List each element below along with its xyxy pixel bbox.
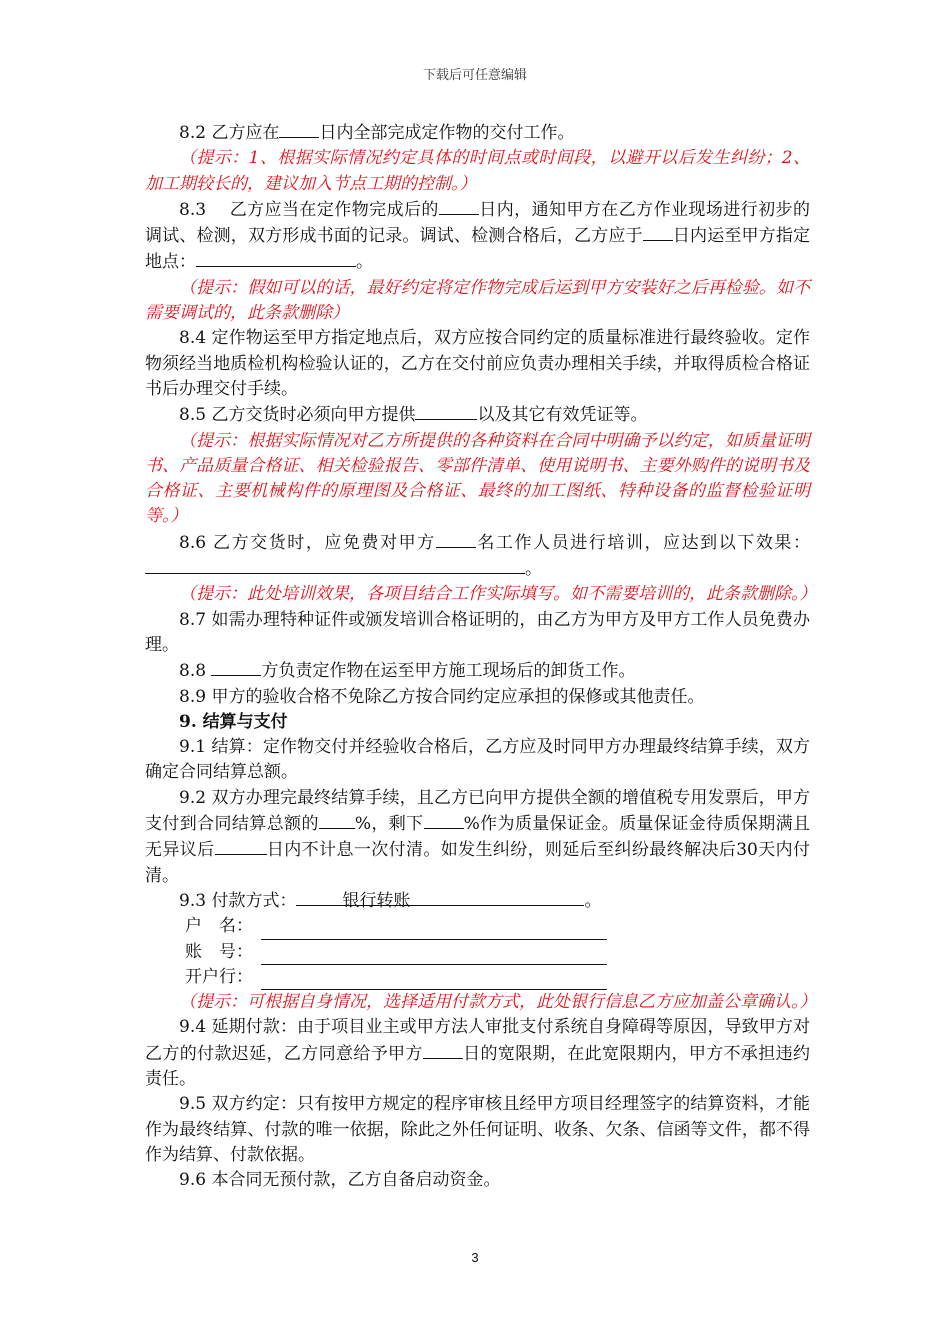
contract-body [145, 120, 817, 1193]
account-name-field[interactable] [261, 921, 607, 940]
clause-9-1: 9.1 结算：定作物交付并经验收合格后，乙方应及时同甲方办理最终结算手续，双方确定合同结算总额。 [145, 737, 810, 783]
account-name-row: 户 名： [145, 914, 810, 939]
clause-9-4: 9.4 延期付款：由于项目业主或甲方法人审批支付系统自身障碍等原因，导致甲方对乙方的付款迟延，乙方同意给予甲方 日的宽限期，在此宽限期内，甲方不承担违约责任。 [145, 1017, 811, 1089]
tip-8-3: （提示：假如可以的话，最好约定将定作物完成后运到甲方安装好之后再检验。如不需要调试的，此条款删除） [145, 277, 810, 324]
blank-field[interactable] [145, 556, 525, 574]
blank-field[interactable] [211, 658, 261, 676]
blank-field[interactable] [643, 223, 673, 241]
page-number: 3 [471, 1250, 479, 1265]
clause-8-2: 8.2 乙方应在 日内全部完成定作物的交付工作。 [145, 120, 810, 146]
clause-8-6: 8.6 乙方交货时，应免费对甲方 名工作人员进行培训，应达到以下效果：。 [145, 530, 810, 583]
account-number-row: 账 号： [145, 940, 810, 965]
account-number-field[interactable] [261, 946, 607, 965]
blank-field[interactable] [423, 1041, 463, 1059]
clause-8-3: 8.3 乙方应当在定作物完成后的 日内，通知甲方在乙方作业现场进行初步的调试、检测，双方形成书面的记录。调试、检测合格后，乙方应于 日内运至甲方指定地点： 。 [145, 197, 810, 276]
clause-8-5: 8.5 乙方交货时必须向甲方提供 以及其它有效凭证等。 [145, 402, 810, 428]
bank-row: 开户行： [145, 965, 810, 990]
blank-field[interactable] [439, 197, 479, 215]
page-header: 下载后可任意编辑 [422, 68, 527, 83]
clause-8-7: 8.7 如需办理特种证件或颁发培训合格证明的，由乙方为甲方及甲方工作人员免费办理。 [145, 609, 810, 655]
blank-field[interactable] [415, 402, 477, 420]
tip-8-2: （提示：1、根据实际情况约定具体的时间点或时间段，以避开以后发生纠纷；2、加工期较长的，建议加入节点工期的控制。） [145, 148, 810, 194]
tip-8-6: （提示：此处培训效果，各项目结合工作实际填写。如不需要培训的，此条款删除。） [179, 584, 817, 605]
blank-field[interactable] [424, 811, 464, 829]
blank-field[interactable] [196, 249, 356, 267]
payment-method-field[interactable]: 银行转账 [296, 889, 584, 906]
bank-field[interactable] [261, 971, 607, 990]
clause-9-6: 9.6 本合同无预付款，乙方自备启动资金。 [179, 1170, 501, 1191]
tip-8-5: （提示：根据实际情况对乙方所提供的各种资料在合同中明确予以约定，如质量证明书、产品质量合格证、相关检验报告、零部件清单、使用说明书、主要外购件的说明书及合格证、主要机械构件的原理图及合格证、最终的加工图纸、特种设备的监督检验证明等。） [145, 430, 810, 527]
clause-8-8: 8.8 方负责定作物在运至甲方施工现场后的卸货工作。 [145, 658, 810, 684]
blank-field[interactable] [319, 811, 355, 829]
clause-9-2: 9.2 双方办理完最终结算手续，且乙方已向甲方提供全额的增值税专用发票后，甲方支付到合同结算总额的 %，剩下 %作为质量保证金。质量保证金待质保期满且无异议后 日内不计息一次付清。如发生纠纷，则延后至纠纷最终解决后30天内付清。 [145, 787, 811, 886]
clause-8-9: 8.9 甲方的验收合格不免除乙方按合同约定应承担的保修或其他责任。 [179, 686, 705, 707]
clause-8-4: 8.4 定作物运至甲方指定地点后，双方应按合同约定的质量标准进行最终验收。定作物须经当地质检机构检验认证的，乙方在交付前应负责办理相关手续，并取得质检合格证书后办理交付手续。 [145, 328, 810, 399]
tip-9-3: （提示：可根据自身情况，选择适用付款方式，此处银行信息乙方应加盖公章确认。） [179, 992, 817, 1013]
section-9-heading: 9. 结算与支付 [179, 711, 288, 732]
blank-field[interactable] [215, 837, 267, 855]
clause-9-3: 9.3 付款方式： 银行转账 。 [179, 890, 602, 911]
blank-field[interactable] [436, 530, 476, 548]
blank-field[interactable] [279, 120, 319, 138]
clause-9-5: 9.5 双方约定：只有按甲方规定的程序审核且经甲方项目经理签字的结算资料，才能作为最终结算、付款的唯一依据，除此之外任何证明、收条、欠条、信函等文件，都不得作为结算、付款依据。 [145, 1094, 810, 1165]
